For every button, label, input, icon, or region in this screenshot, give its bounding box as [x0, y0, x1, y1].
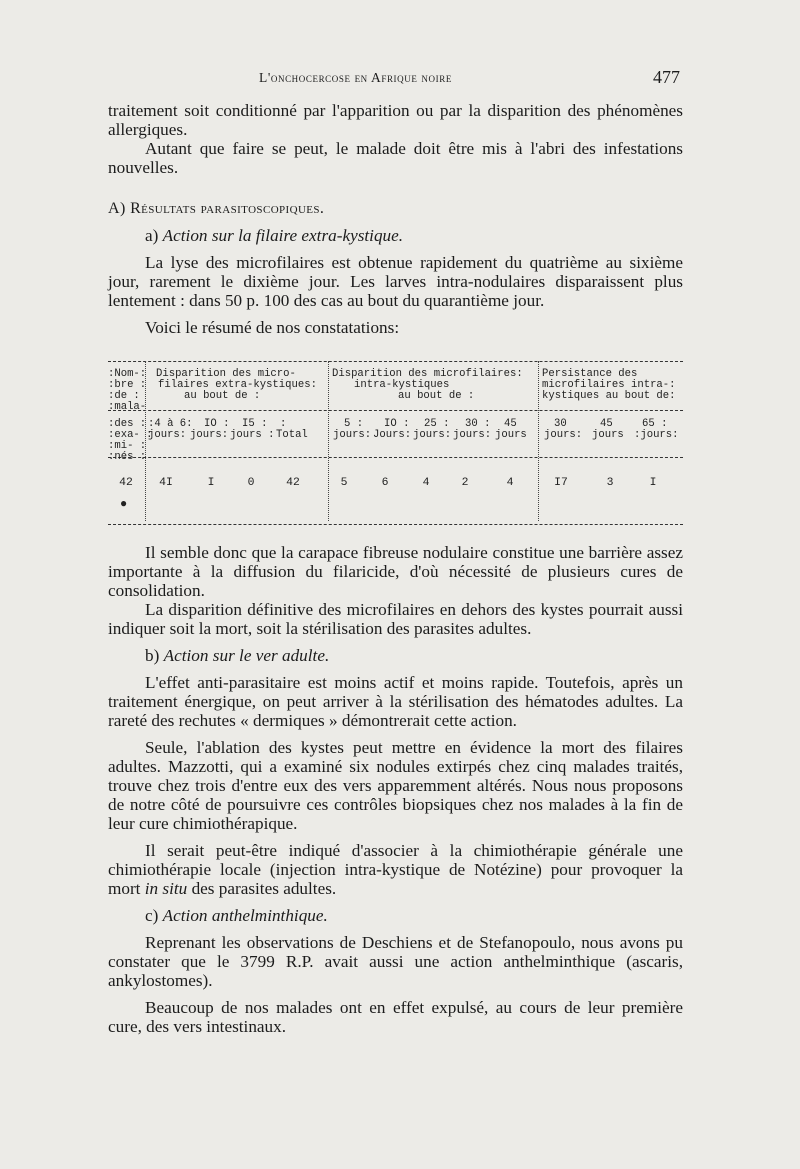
- subcol-header: jours:: [333, 429, 372, 441]
- paragraph: Reprenant les observations de Deschiens et de Stefanopoulo, nous avons pu constater que le 3799 R.P. avait aussi une action anthelminthique (ascaris, ankylostomes).: [108, 933, 683, 990]
- subcol-header: 30: [554, 418, 567, 430]
- section-title: Résultats parasitoscopiques.: [130, 200, 325, 217]
- section-heading: [108, 199, 683, 218]
- group-title: Persistance des: [542, 368, 638, 380]
- subcol-header: IO :: [384, 418, 410, 430]
- paragraph: Beaucoup de nos malades ont en effet expulsé, au cours de leur première cure, des vers intestinaux.: [108, 998, 683, 1036]
- subsection-letter: a): [145, 226, 159, 245]
- subsection-heading: [108, 906, 683, 925]
- group-title: microfilaires intra-:: [542, 379, 676, 391]
- table-value: 42: [119, 477, 133, 489]
- subcol-header: jours:: [453, 429, 492, 441]
- subcol-header: 5 :: [344, 418, 364, 430]
- subcol-header: :: [280, 418, 287, 430]
- paragraph: [108, 841, 683, 898]
- paragraph-text: des parasites adultes.: [187, 879, 337, 898]
- subcol-header: jours:: [190, 429, 229, 441]
- subcol-header: jours: [592, 429, 624, 441]
- running-title: L'onchocercose en Afrique noire: [259, 70, 452, 85]
- group-title: au bout de :: [184, 390, 261, 402]
- subcol-header: :4 à 6:: [148, 418, 193, 430]
- paragraph: La lyse des microfilaires est obtenue rapidement du quatrième au sixième jour, rarement le dixième jour. Les larves intra-nodulaires disparaissent plus lentement : dans 50 p. 100 des cas au bout du quarantième jour.: [108, 253, 683, 310]
- subcol-header: 65 :: [642, 418, 668, 430]
- subsection-title: Action sur le ver adulte.: [163, 646, 330, 665]
- paragraph: Voici le résumé de nos constatations:: [145, 318, 400, 337]
- subcol-header: :jours:: [634, 429, 679, 441]
- subcol-header: jours:: [544, 429, 583, 441]
- subcol-header: I5 :: [242, 418, 268, 430]
- header-cell: :de :: [108, 390, 140, 402]
- subcol-header: IO :: [204, 418, 230, 430]
- table-value: I: [649, 477, 657, 489]
- header-cell: :des :: [108, 418, 147, 430]
- subcol-header: 45: [600, 418, 613, 430]
- subcol-header: 25 :: [424, 418, 450, 430]
- table-value: I7: [554, 477, 568, 489]
- header-cell: :exa- :: [108, 429, 153, 441]
- paragraph: La disparition définitive des microfilaires en dehors des kystes pourrait aussi indiquer soit la mort, soit la stérilisation des parasites adultes.: [108, 600, 683, 638]
- table-rule: [108, 457, 683, 458]
- paragraph: L'effet anti-parasitaire est moins actif et moins rapide. Toutefois, après un traitement énergique, on peut arriver à la stérilisation des hématodes adultes. La rareté des rechutes « dermiques » démontrerait cette action.: [108, 673, 683, 730]
- subcol-header: 30 :: [465, 418, 491, 430]
- table-value: 2: [461, 477, 469, 489]
- group-title: Disparition des micro-: [156, 368, 296, 380]
- group-title: kystiques au bout de:: [542, 390, 676, 402]
- table-value: 0: [247, 477, 255, 489]
- subsection-letter: c): [145, 906, 159, 925]
- table-value: 4: [506, 477, 514, 489]
- subsection-heading: [108, 646, 683, 665]
- paragraph-text: Il serait peut-être indiqué d'associer à la chimiothérapie générale une chimiothérapie locale (injection intra-kystique de Notézine) pour provoquer la mort: [108, 841, 683, 898]
- header-cell: :mala-: [108, 401, 147, 413]
- table-rule: [108, 410, 683, 411]
- body-text: [108, 101, 683, 1036]
- paragraph: traitement soit conditionné par l'apparition ou par la disparition des phénomènes allergiques.: [108, 101, 683, 139]
- subcol-header: jours :: [230, 429, 275, 441]
- header-cell: :nés :: [108, 451, 147, 463]
- table-value: 4: [422, 477, 430, 489]
- group-title: intra-kystiques: [354, 379, 450, 391]
- subsection-title: Action sur la filaire extra-kystique.: [162, 226, 404, 245]
- subcol-header: Total: [276, 429, 308, 441]
- table-value: 6: [381, 477, 389, 489]
- paragraph: Autant que faire se peut, le malade doit être mis à l'abri des infestations nouvelles.: [108, 139, 683, 177]
- paragraph: Il semble donc que la carapace fibreuse nodulaire constitue une barrière assez importante à la diffusion du filaricide, d'où nécessité de plusieurs cures de consolidation.: [108, 543, 683, 600]
- paragraph: Seule, l'ablation des kystes peut mettre en évidence la mort des filaires adultes. Mazzotti, qui a examiné six nodules extirpés chez cinq malades traités, trouve chez trois d'entre eux des vers apparemment altérés. Nous nous proposons de notre côté de poursuivre ces contrôles biopsiques chez nos malades à la fin de leur cure chimiothérapique.: [108, 738, 683, 833]
- table-value: 5: [340, 477, 348, 489]
- subsection-title: Action anthelminthique.: [162, 906, 328, 925]
- italic-phrase: in situ: [144, 879, 188, 898]
- header-cell: :bre :: [108, 379, 147, 391]
- table-rule: [108, 361, 683, 362]
- table-value: I: [207, 477, 215, 489]
- subsection-letter: b): [145, 646, 160, 665]
- group-title: Disparition des microfilaires:: [332, 368, 523, 380]
- subsection-heading: [108, 226, 683, 245]
- column-separator: [538, 361, 539, 521]
- table-rule: [108, 524, 683, 525]
- subcol-header: 45: [504, 418, 517, 430]
- subcol-header: jours:: [413, 429, 452, 441]
- subcol-header: jours: [495, 429, 527, 441]
- table-value: 42: [286, 477, 300, 489]
- page-number: 477: [653, 67, 680, 87]
- section-letter: A): [108, 200, 126, 217]
- page-header: [0, 67, 800, 92]
- table-value: 3: [606, 477, 614, 489]
- column-separator: [328, 361, 329, 521]
- subcol-header: jours:: [148, 429, 187, 441]
- table-value: 4I: [159, 477, 173, 489]
- header-cell: :mi- :: [108, 440, 147, 452]
- typewritten-table: [108, 353, 683, 529]
- group-title: filaires extra-kystiques:: [158, 379, 317, 391]
- ink-blot-icon: ●: [120, 497, 128, 511]
- subcol-header: Jours:: [373, 429, 412, 441]
- group-title: au bout de :: [398, 390, 475, 402]
- header-cell: :Nom-:: [108, 368, 147, 380]
